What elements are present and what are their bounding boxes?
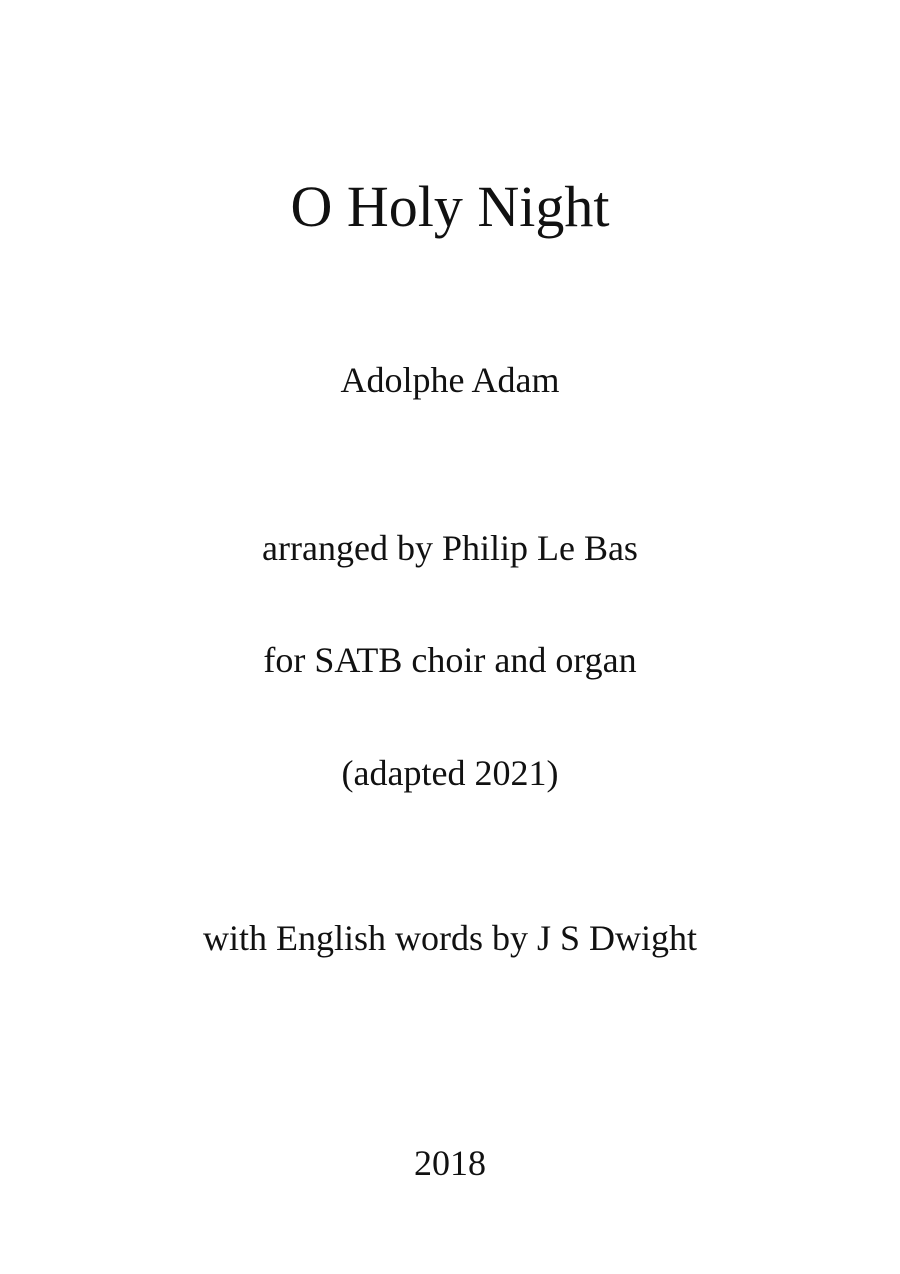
adaptation-note: (adapted 2021) [341,753,559,793]
composer-name: Adolphe Adam [340,360,560,400]
scoring-description: for SATB choir and organ [263,640,637,680]
page-title: O Holy Night [290,174,610,239]
lyricist-credit: with English words by J S Dwight [202,918,698,958]
arranger-credit: arranged by Philip Le Bas [262,528,638,568]
publication-year: 2018 [414,1143,486,1183]
